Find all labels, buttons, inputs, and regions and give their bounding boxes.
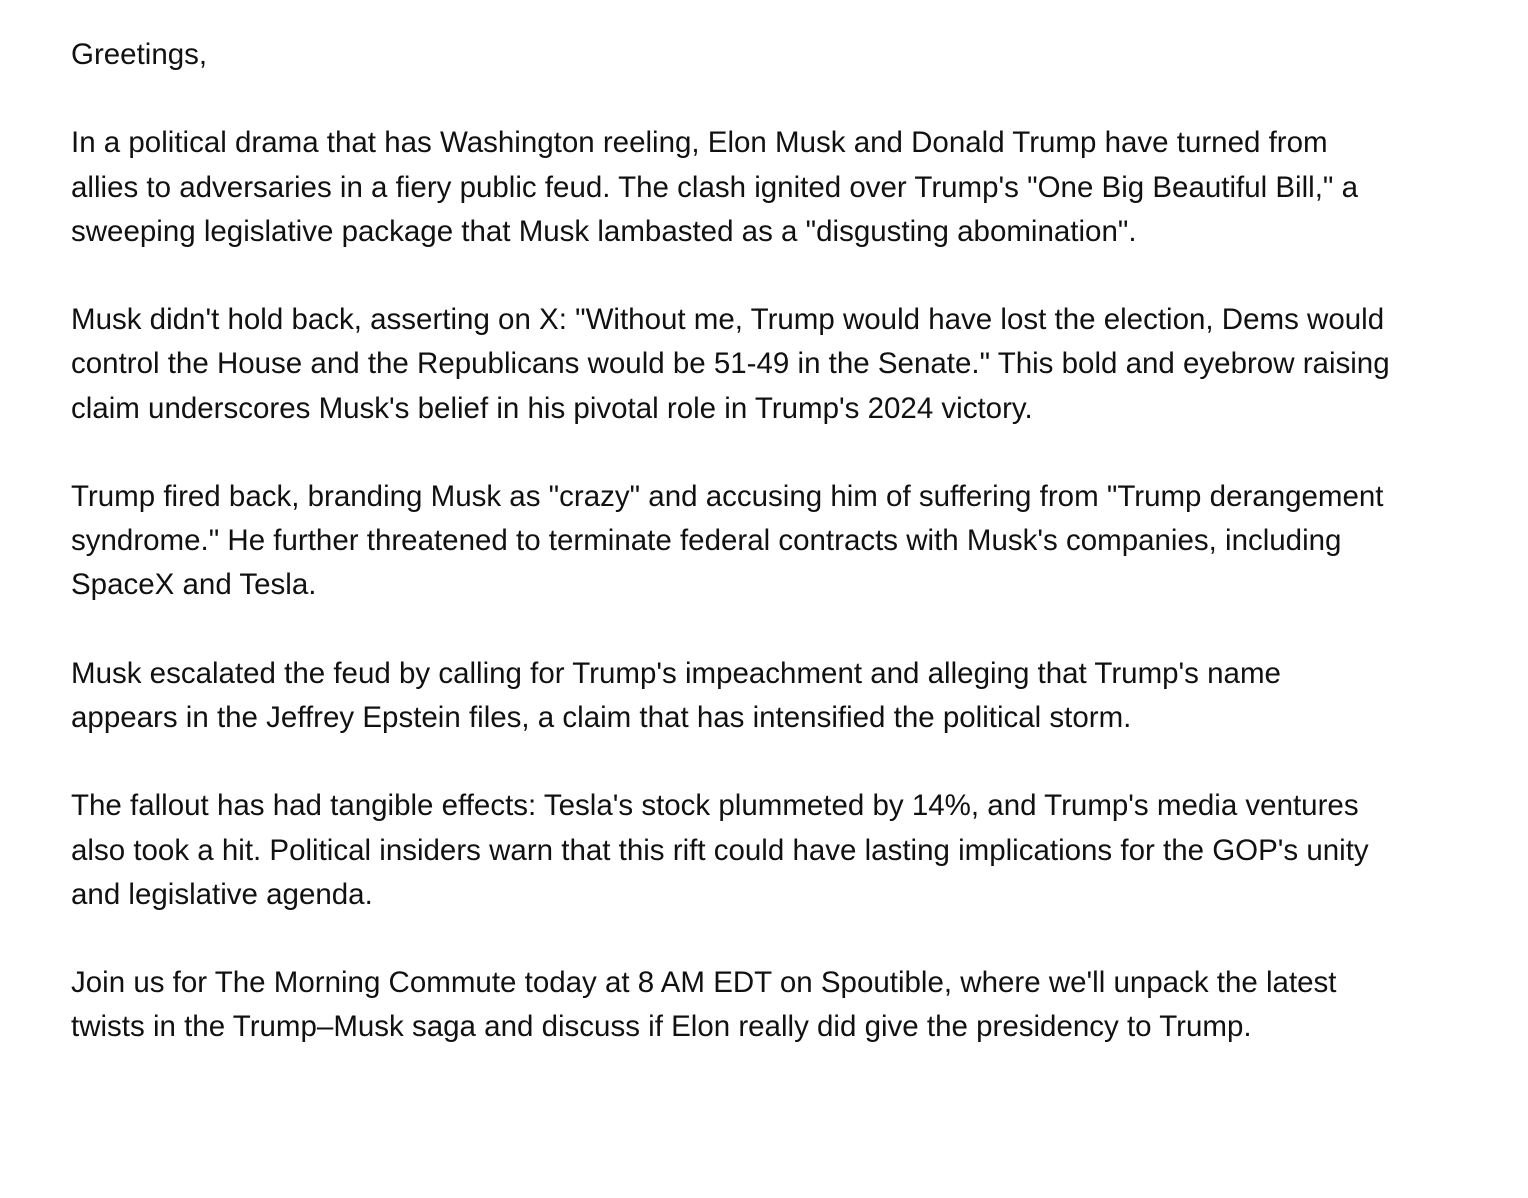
email-paragraph: Trump fired back, branding Musk as "crazy" and accusing him of suffering from "Trump derangement syndrome." He further threatened to terminate federal contracts with Musk's companies, including SpaceX and Tesla. — [71, 479, 1384, 602]
email-paragraph: Musk escalated the feud by calling for Trump's impeachment and alleging that Trump's name appears in the Jeffrey Epstein files, a claim that has intensified the political storm. — [71, 656, 1281, 734]
email-paragraph: The fallout has had tangible effects: Tesla's stock plummeted by 14%, and Trump's media ventures also took a hit. Political insiders warn that this rift could have lasting implications for the GOP's unity and legislative agenda. — [71, 789, 1369, 911]
email-body — [71, 33, 1391, 1050]
email-paragraph: In a political drama that has Washington reeling, Elon Musk and Donald Trump have turned from allies to adversaries in a fiery public feud. The clash ignited over Trump's "One Big Beautiful Bill," a sweeping legislative package that Musk lambasted as a "disgusting abomination". — [71, 126, 1358, 248]
email-paragraph: Musk didn't hold back, asserting on X: "Without me, Trump would have lost the election, Dems would control the House and the Republicans would be 51-49 in the Senate." This bold and eyebrow raising claim underscores Musk's belief in his pivotal role in Trump's 2024 victory. — [71, 303, 1390, 425]
email-paragraph: Join us for The Morning Commute today at 8 AM EDT on Spoutible, where we'll unpack the latest twists in the Trump–Musk saga and discuss if Elon really did give the presidency to Trump. — [71, 966, 1337, 1044]
email-greeting: Greetings, — [71, 38, 208, 71]
